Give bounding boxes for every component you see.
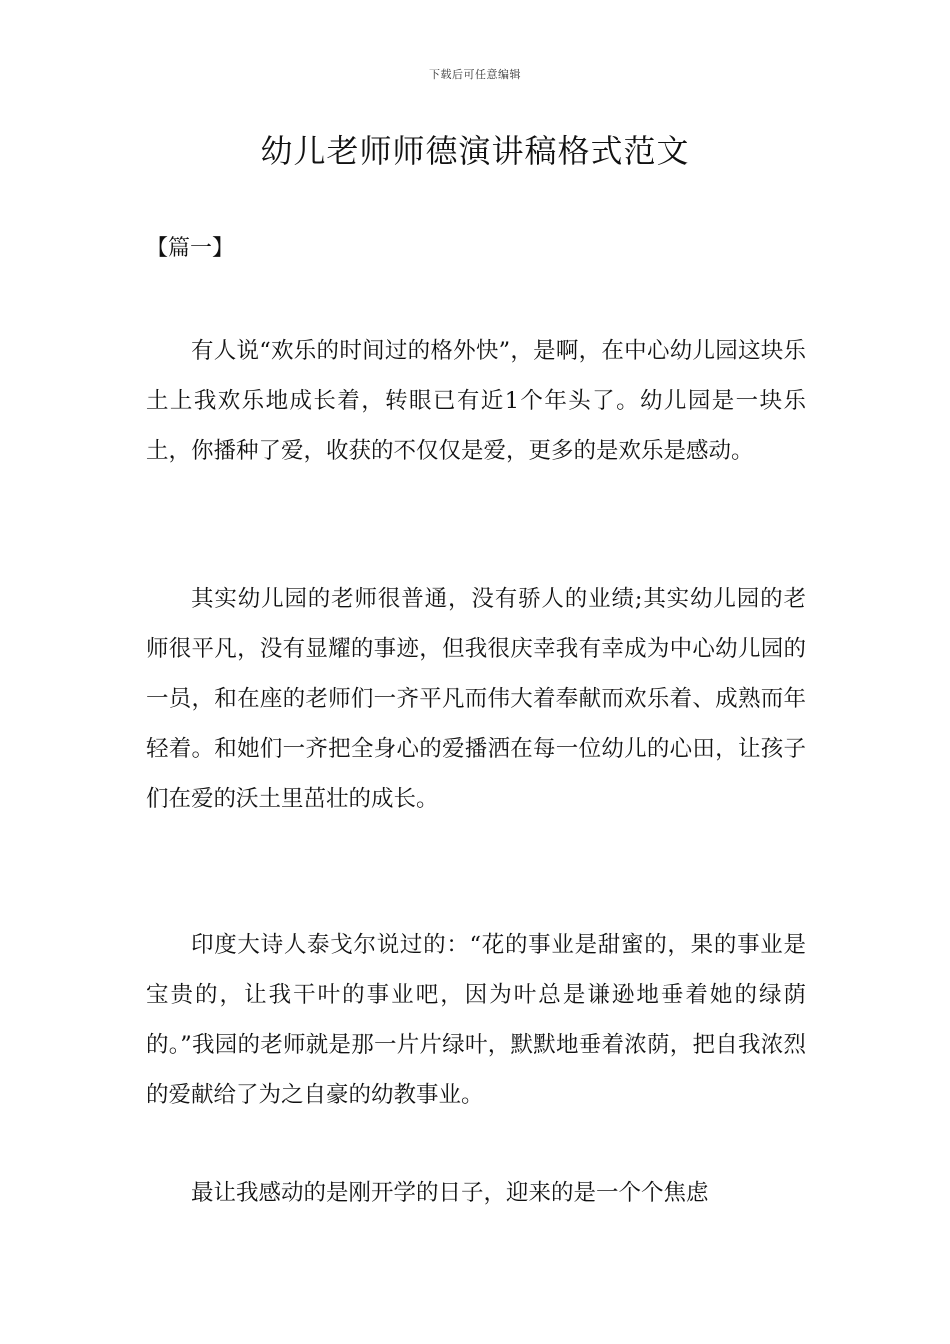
paragraph-1: 有人说“欢乐的时间过的格外快”，是啊，在中心幼儿园这块乐土上我欢乐地成长着，转眼已有近1个年头了。幼儿园是一块乐土，你播种了爱，收获的不仅仅是爱，更多的是欢乐是感动。: [146, 338, 806, 464]
document-title: 幼儿老师师德演讲稿格式范文: [260, 132, 690, 170]
paragraph-3: 印度大诗人泰戈尔说过的：“花的事业是甜蜜的，果的事业是宝贵的，让我干叶的事业吧，因为叶总是谦逊地垂着她的绿荫的。”我园的老师就是那一片片绿叶，默默地垂着浓荫，把自我浓烈的爱献给了为之自豪的幼教事业。: [146, 932, 806, 1108]
paragraph-4: 最让我感动的是刚开学的日子，迎来的是一个个焦虑: [191, 1180, 709, 1206]
section-label: 【篇一】: [146, 236, 235, 261]
header-note: 下载后可任意编辑: [429, 68, 521, 81]
paragraph-2: 其实幼儿园的老师很普通，没有骄人的业绩;其实幼儿园的老师很平凡，没有显耀的事迹，但我很庆幸我有幸成为中心幼儿园的一员，和在座的老师们一齐平凡而伟大着奉献而欢乐着、成熟而年轻着。和她们一齐把全身心的爱播洒在每一位幼儿的心田，让孩子们在爱的沃土里茁壮的成长。: [146, 586, 806, 812]
